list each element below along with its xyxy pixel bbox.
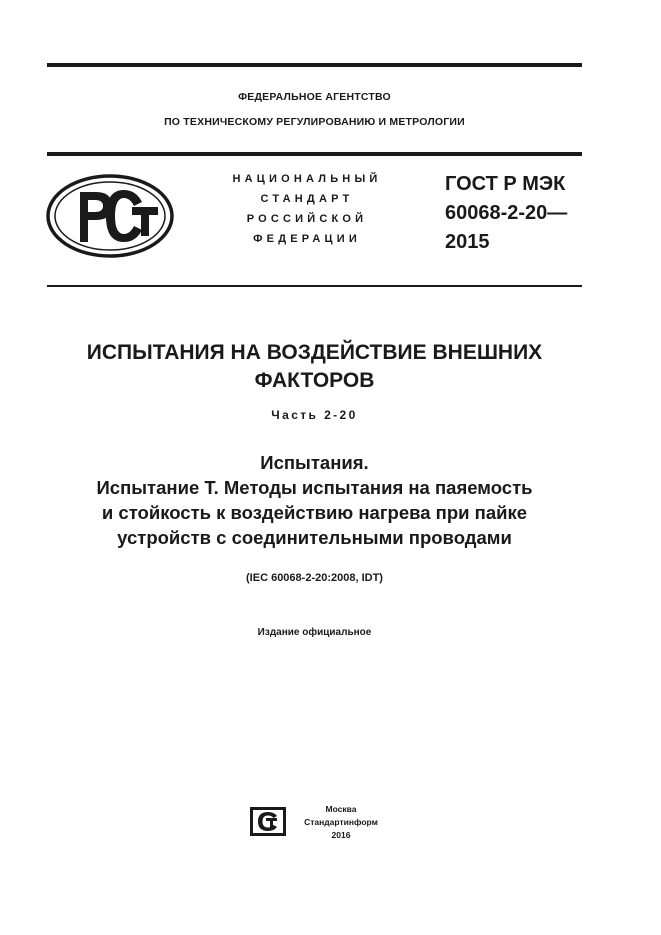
standartinform-emblem-icon	[249, 806, 287, 837]
publisher-name: Стандартинформ	[304, 817, 378, 827]
publisher-imprint	[298, 803, 384, 842]
edition-label: Издание официальное	[257, 627, 372, 638]
publisher-city: Москва	[325, 804, 357, 814]
designation-line-2: 60068-2-20—	[445, 202, 568, 224]
header-bottom-divider	[47, 285, 582, 287]
gost-rst-emblem-icon	[46, 174, 174, 258]
designation-line-3: 2015	[445, 231, 490, 253]
standard-type-line-4: ФЕДЕРАЦИИ	[253, 233, 361, 245]
document-subtitle	[47, 450, 582, 550]
subtitle-line-2: Испытание T. Методы испытания на паяемость	[96, 477, 533, 498]
header-divider	[47, 152, 582, 156]
standard-designation	[445, 170, 567, 257]
title-line-1: ИСПЫТАНИЯ НА ВОЗДЕЙСТВИЕ ВНЕШНИХ	[86, 341, 543, 364]
document-title	[47, 339, 582, 395]
title-line-2: ФАКТОРОВ	[254, 369, 375, 392]
part-number: Часть 2-20	[271, 408, 358, 422]
agency-name-line-2: ПО ТЕХНИЧЕСКОМУ РЕГУЛИРОВАНИЮ И МЕТРОЛОГИИ	[164, 116, 465, 128]
subtitle-line-1: Испытания.	[260, 452, 369, 473]
agency-name-line-1: ФЕДЕРАЛЬНОЕ АГЕНТСТВО	[238, 91, 391, 103]
standard-type-line-2: СТАНДАРТ	[260, 193, 354, 205]
standard-type-line-1: НАЦИОНАЛЬНЫЙ	[232, 173, 382, 185]
standard-type-line-3: РОССИЙСКОЙ	[246, 213, 368, 225]
top-divider	[47, 63, 582, 67]
subtitle-line-3: и стойкость к воздействию нагрева при пайке	[101, 502, 528, 523]
publisher-year: 2016	[331, 830, 351, 840]
designation-line-1: ГОСТ Р МЭК	[445, 173, 566, 195]
subtitle-line-4: устройств с соединительными проводами	[117, 527, 512, 548]
iec-reference: (IEC 60068-2-20:2008, IDT)	[246, 572, 383, 584]
